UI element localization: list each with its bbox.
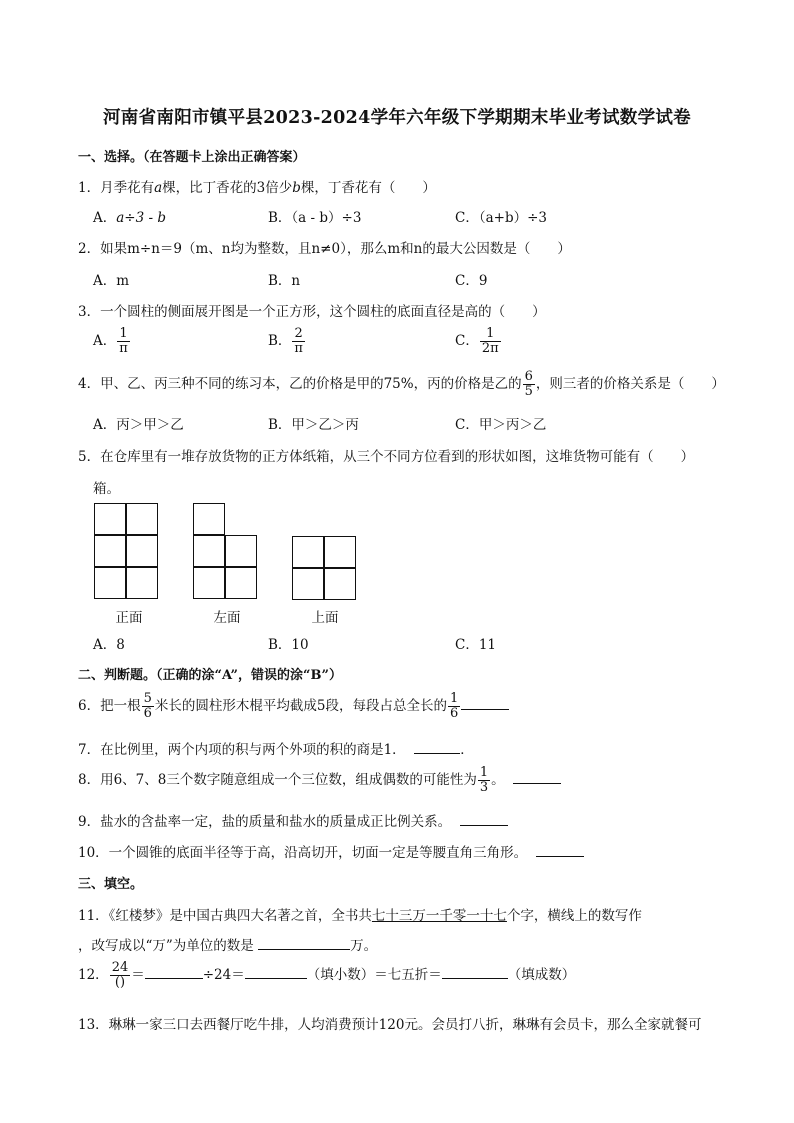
fraction-denominator: 2π xyxy=(481,341,499,356)
q5-option-c[interactable]: C．11 xyxy=(455,637,497,653)
q3-option-b[interactable] xyxy=(268,327,306,356)
grid-cell xyxy=(292,536,324,568)
left-view-caption: 左面 xyxy=(213,610,241,626)
top-view-caption: 上面 xyxy=(311,610,339,626)
question-13: 13．琳琳一家三口去西餐厅吃牛排，人均消费预计120元。会员打八折，琳琳有会员卡，那么全家就餐可 xyxy=(78,1017,702,1033)
page-title: 河南省南阳市镇平县2023-2024学年六年级下学期期末毕业考试数学试卷 xyxy=(103,108,691,128)
q1-text-b: 棵，比丁香花的3倍少 xyxy=(162,180,293,196)
question-9 xyxy=(78,810,508,830)
fraction-numerator: 1 xyxy=(486,326,495,341)
question-3: 3．一个圆柱的侧面展开图是一个正方形，这个圆柱的底面直径是高的（ ） xyxy=(78,304,546,320)
grid-cell xyxy=(225,567,257,599)
q12-number: 12． xyxy=(78,967,109,983)
fraction-numerator: 1 xyxy=(449,691,459,706)
grid-cell xyxy=(193,535,225,567)
question-5: 5．在仓库里有一堆存放货物的正方体纸箱，从三个不同方位看到的形状如图，这堆货物可能有（ ） xyxy=(78,449,695,465)
grid-cell xyxy=(126,535,158,567)
q6-answer-blank[interactable] xyxy=(461,695,509,710)
q11-text-c: ，改写成以“万”为单位的数是 xyxy=(78,938,254,954)
front-view-caption: 正面 xyxy=(115,610,143,626)
q6-fraction-part xyxy=(448,692,460,721)
grid-cell xyxy=(292,568,324,600)
fraction-numerator: 24 xyxy=(111,960,129,975)
fraction-denominator: 5 xyxy=(524,384,533,399)
q1-option-b[interactable]: B．（a - b）÷3 xyxy=(268,210,362,226)
q11-underlined-number: 七十三万一千零一十七 xyxy=(371,908,507,924)
q12-blank-1[interactable] xyxy=(145,964,203,979)
grid-cell xyxy=(324,568,356,600)
question-5-line-2: 箱。 xyxy=(93,481,120,497)
q10-answer-blank[interactable] xyxy=(536,842,584,857)
q1-option-a[interactable] xyxy=(93,206,166,226)
q5-option-a[interactable]: A．8 xyxy=(93,637,125,653)
question-6 xyxy=(78,692,509,721)
q11-end: 万。 xyxy=(350,938,378,954)
fraction-denominator: 6 xyxy=(449,706,459,721)
fraction-numerator: 6 xyxy=(524,369,533,384)
grid-cell xyxy=(94,535,126,567)
question-2: 2．如果m÷n＝9（m、n均为整数，且n≠0），那么m和n的最大公因数是（ ） xyxy=(78,241,571,257)
q3-option-a-fraction xyxy=(117,327,130,356)
q6-text-b: 米长的圆柱形木棍平均截成5段，每段占总全长的 xyxy=(154,698,447,714)
q9-answer-blank[interactable] xyxy=(460,811,508,826)
fraction-denominator: π xyxy=(119,341,128,356)
fraction-numerator: 1 xyxy=(479,765,489,780)
q6-fraction-length xyxy=(142,692,154,721)
q2-option-a[interactable]: A．m xyxy=(93,273,130,289)
q4-text-a: 4．甲、乙、丙三种不同的练习本，乙的价格是甲的75%，丙的价格是乙的 xyxy=(78,376,522,392)
q3-option-a[interactable] xyxy=(93,327,131,356)
question-12 xyxy=(78,961,575,990)
q1-var-b: b xyxy=(292,180,301,196)
q11-text-a: 11．《红楼梦》是中国古典四大名著之首，全书共 xyxy=(78,908,372,924)
q1-option-a-text: a÷3 - b xyxy=(116,210,166,226)
question-11 xyxy=(78,904,642,924)
fraction-denominator: 6 xyxy=(143,706,152,721)
q5-option-b[interactable]: B．10 xyxy=(268,637,309,653)
q4-fraction xyxy=(523,370,535,399)
fraction-numerator: 1 xyxy=(119,326,128,341)
q6-text-a: 6．把一根 xyxy=(78,698,141,714)
q8-answer-blank[interactable] xyxy=(513,769,561,784)
grid-cell xyxy=(126,567,158,599)
q12-text-b: ÷24＝ xyxy=(202,967,245,983)
question-7 xyxy=(78,738,474,758)
fraction-numerator: 5 xyxy=(143,691,152,706)
grid-cell xyxy=(94,567,126,599)
q12-equals: ＝ xyxy=(131,967,145,983)
section-heading-judge: 二、判断题。（正确的涂“A”，错误的涂“B”） xyxy=(78,668,342,683)
fraction-numerator: 2 xyxy=(294,326,303,341)
q4-option-b[interactable]: B．甲＞乙＞丙 xyxy=(268,417,359,433)
q7-answer-blank[interactable] xyxy=(414,739,460,754)
q1-text-a: 1．月季花有 xyxy=(78,180,155,196)
q3-option-c[interactable] xyxy=(455,327,502,356)
q11-answer-blank[interactable] xyxy=(258,935,350,950)
q4-option-c[interactable]: C．甲＞丙＞乙 xyxy=(455,417,547,433)
q10-text: 10．一个圆锥的底面半径等于高，沿高切开，切面一定是等腰直角三角形。 xyxy=(78,845,528,861)
grid-cell xyxy=(193,503,225,535)
q8-text-a: 8．用6、7、8三个数字随意组成一个三位数，组成偶数的可能性为 xyxy=(78,772,477,788)
q1-text-c: 棵，丁香花有（ ） xyxy=(300,180,436,196)
q3-option-b-letter: B． xyxy=(268,333,292,349)
grid-cell xyxy=(324,536,356,568)
q9-text: 9．盐水的含盐率一定，盐的质量和盐水的质量成正比例关系。 xyxy=(78,814,452,830)
question-8 xyxy=(78,766,561,795)
section-heading-fill: 三、填空。 xyxy=(78,877,144,892)
q3-option-b-fraction xyxy=(292,327,305,356)
q3-option-c-fraction xyxy=(480,327,501,356)
q12-blank-3[interactable] xyxy=(442,964,508,979)
question-1 xyxy=(78,176,436,196)
q12-text-c: （填小数）＝七五折＝ xyxy=(306,967,442,983)
q1-option-a-letter: A． xyxy=(93,210,117,226)
q11-text-b: 个字，横线上的数写作 xyxy=(506,908,642,924)
q4-option-a[interactable]: A．丙＞甲＞乙 xyxy=(93,417,184,433)
q3-option-a-letter: A． xyxy=(93,333,117,349)
q2-option-b[interactable]: B．n xyxy=(268,273,301,289)
fraction-denominator: 3 xyxy=(479,780,489,795)
q7-end: ． xyxy=(460,742,474,758)
q1-var-a: a xyxy=(154,180,163,196)
q12-blank-2[interactable] xyxy=(245,964,307,979)
q12-text-d: （填成数） xyxy=(507,967,576,983)
grid-cell xyxy=(126,503,158,535)
grid-cell xyxy=(94,503,126,535)
q8-text-b: 。 xyxy=(491,772,505,788)
q2-option-c[interactable]: C．9 xyxy=(455,273,488,289)
q3-option-c-letter: C． xyxy=(455,333,479,349)
q4-text-b: ，则三者的价格关系是（ ） xyxy=(535,376,725,392)
question-11-line-2 xyxy=(78,934,377,954)
section-heading-choice: 一、选择。（在答题卡上涂出正确答案） xyxy=(78,150,306,165)
q8-fraction xyxy=(478,766,490,795)
q12-fraction xyxy=(110,961,131,990)
grid-cell xyxy=(225,535,257,567)
q1-option-c[interactable]: C．（a+b）÷3 xyxy=(455,210,547,226)
question-4 xyxy=(78,370,725,399)
fraction-denominator: () xyxy=(110,975,131,990)
fraction-denominator: π xyxy=(294,341,303,356)
question-10 xyxy=(78,841,584,861)
q7-text: 7．在比例里，两个内项的积与两个外项的积的商是1． xyxy=(78,742,406,758)
grid-cell xyxy=(193,567,225,599)
